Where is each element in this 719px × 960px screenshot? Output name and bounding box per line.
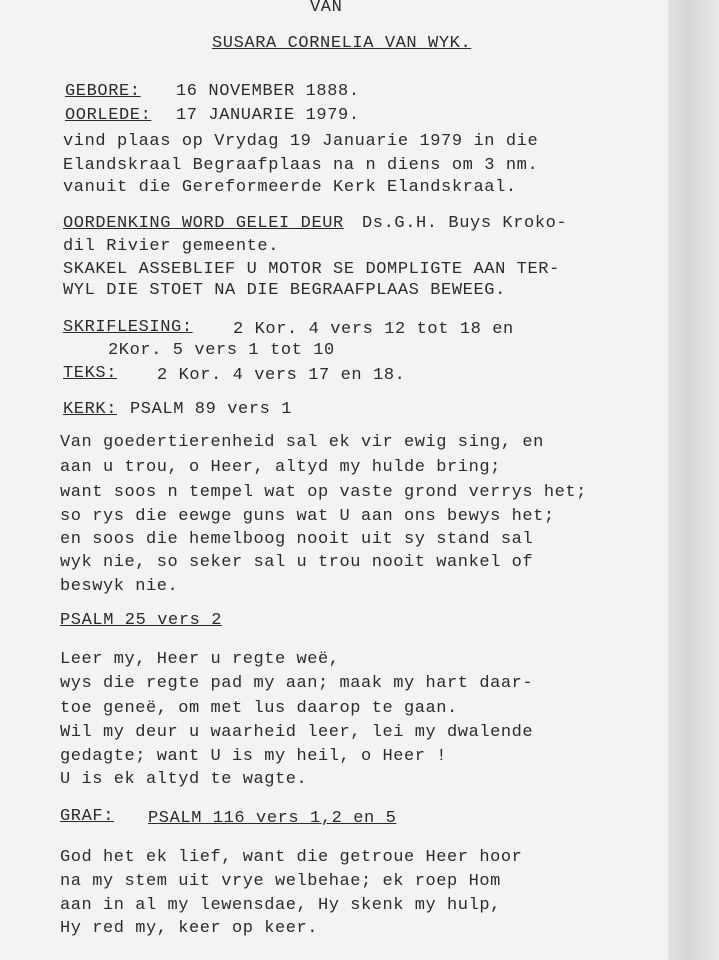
kerk-lyric-line: wyk nie, so seker sal u trou nooit wankel of <box>60 553 534 572</box>
psalm25-lyric-line: wys die regte pad my aan; maak my hart daar- <box>60 674 534 693</box>
kerk-lyric-line: want soos n tempel wat op vaste grond verrys het; <box>60 483 587 502</box>
teks-label: TEKS: <box>63 364 118 383</box>
notice-line-2: WYL DIE STOET NA DIE BEGRAAFPLAAS BEWEEG. <box>63 281 506 300</box>
page-edge <box>668 0 719 960</box>
gebore-label: GEBORE: <box>65 82 141 101</box>
graf-lyric-line: God het ek lief, want die getroue Heer hoor <box>60 848 523 867</box>
teks-value: 2 Kor. 4 vers 17 en 18. <box>157 366 406 385</box>
service-congregation: dil Rivier gemeente. <box>63 237 280 256</box>
graf-lyric-line: aan in al my lewensdae, Hy skenk my hulp, <box>60 896 501 915</box>
service-minister: Ds.G.H. Buys Kroko- <box>362 214 568 233</box>
skriflesing-line-2: 2Kor. 5 vers 1 tot 10 <box>108 341 335 360</box>
kerk-lyric-line: Van goedertierenheid sal ek vir ewig sing, en <box>60 433 544 452</box>
kerk-label: KERK: <box>63 400 118 419</box>
psalm25-lyric-line: toe geneë, om met lus daarop te gaan. <box>60 699 458 718</box>
skriflesing-line-1: 2 Kor. 4 vers 12 tot 18 en <box>233 320 514 339</box>
oorlede-label: OORLEDE: <box>65 106 152 125</box>
funeral-line-3: vanuit die Gereformeerde Kerk Elandskraal. <box>63 178 517 197</box>
deceased-name: SUSARA CORNELIA VAN WYK. <box>212 34 472 53</box>
funeral-line-2: Elandskraal Begraafplaas na n diens om 3 nm. <box>63 156 539 175</box>
kerk-lyric-line: aan u trou, o Heer, altyd my hulde bring; <box>60 458 501 477</box>
service-label: OORDENKING WORD GELEI DEUR <box>63 214 344 233</box>
kerk-psalm: PSALM 89 vers 1 <box>130 400 293 419</box>
psalm25-lyric-line: Leer my, Heer u regte weë, <box>60 650 340 669</box>
funeral-line-1: vind plaas op Vrydag 19 Januarie 1979 in die <box>63 132 539 151</box>
graf-lyric-line: na my stem uit vrye welbehae; ek roep Hom <box>60 872 501 891</box>
kerk-lyric-line: so rys die eewge guns wat U aan ons bewys het; <box>60 507 555 526</box>
psalm25-lyric-line: gedagte; want U is my heil, o Heer ! <box>60 747 448 766</box>
graf-lyric-line: Hy red my, keer op keer. <box>60 919 319 938</box>
psalm25-title: PSALM 25 vers 2 <box>60 611 223 630</box>
kerk-lyric-line: en soos die hemelboog nooit uit sy stand sal <box>60 530 534 549</box>
psalm25-lyric-line: Wil my deur u waarheid leer, lei my dwalende <box>60 723 534 742</box>
van-heading: VAN <box>310 0 343 17</box>
notice-line-1: SKAKEL ASSEBLIEF U MOTOR SE DOMPLIGTE AAN TER- <box>63 260 560 279</box>
graf-psalm: PSALM 116 vers 1,2 en 5 <box>148 809 397 828</box>
gebore-value: 16 NOVEMBER 1888. <box>176 82 360 101</box>
kerk-lyric-line: beswyk nie. <box>60 577 179 596</box>
graf-label: GRAF: <box>60 807 115 826</box>
oorlede-value: 17 JANUARIE 1979. <box>176 106 360 125</box>
skriflesing-label: SKRIFLESING: <box>63 318 193 337</box>
psalm25-lyric-line: U is ek altyd te wagte. <box>60 770 308 789</box>
